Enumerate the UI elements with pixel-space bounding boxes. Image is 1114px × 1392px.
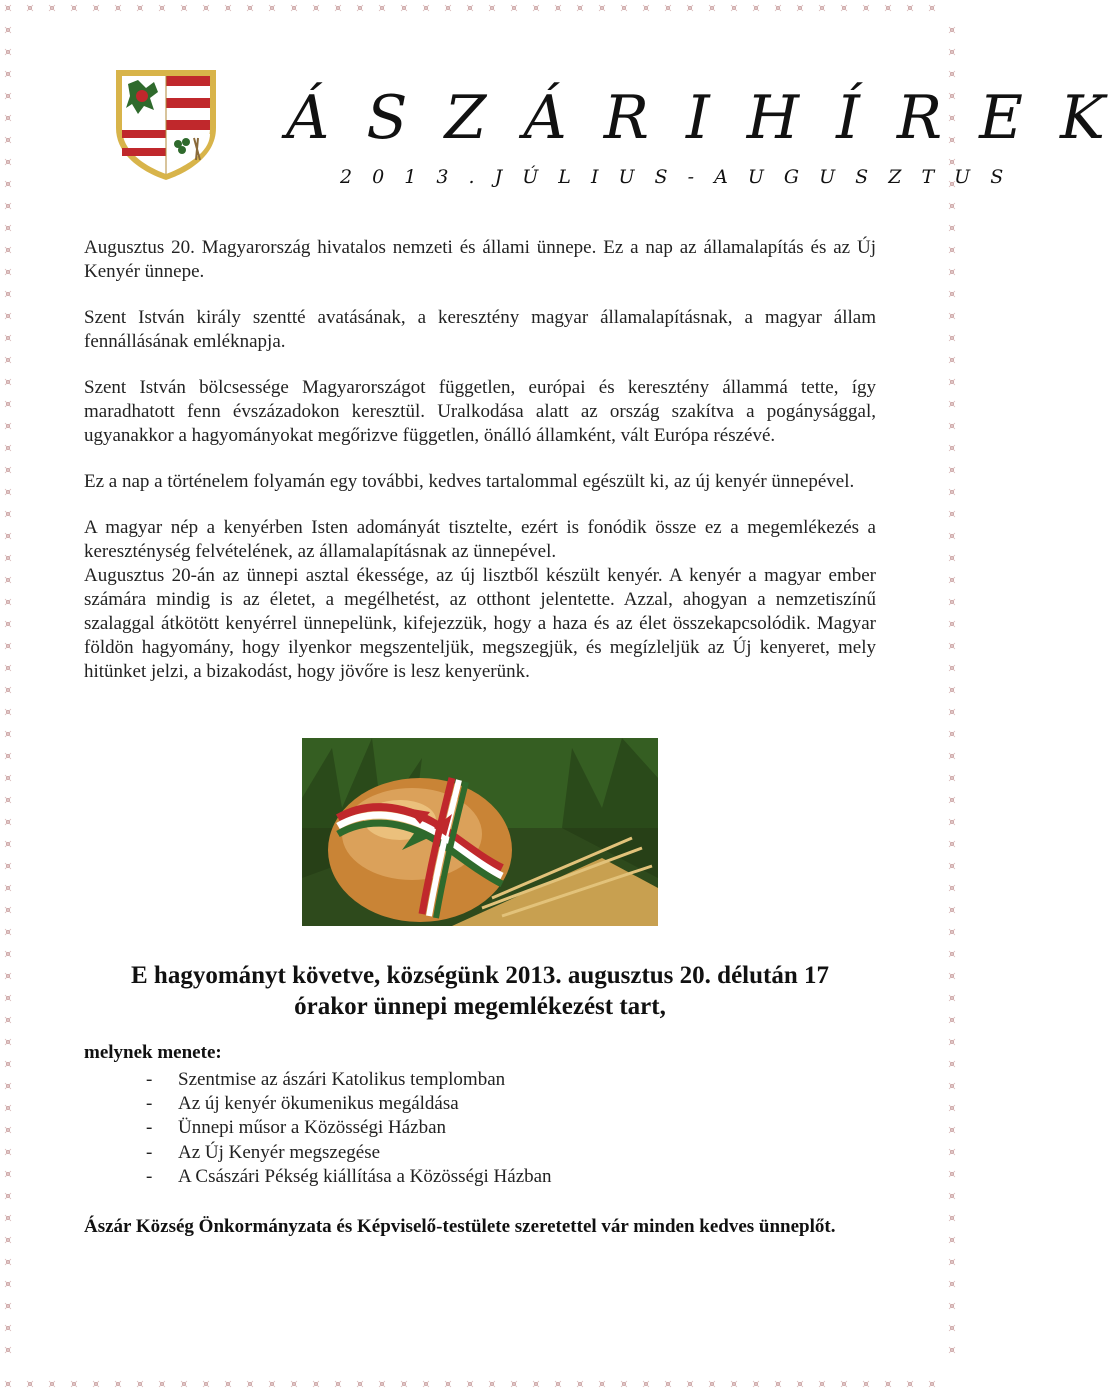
paragraph: A magyar nép a kenyérben Isten adományát tisztelte, ezért is fonódik össze ez a megemlékezés a kereszténység felvételének, az államalapításnak az ünnepével. (84, 517, 876, 562)
list-item (146, 1068, 552, 1092)
list-item (146, 1092, 552, 1116)
paragraph: Szent István király szentté avatásának, a keresztény magyar államalapításnak, a magyar állam fennállásának emléknapja. (84, 307, 876, 352)
list-dash: - (146, 1117, 153, 1139)
newsletter-title: Á S Z Á R I H Í R E K (286, 83, 1114, 153)
closing-invitation: Ászár Község Önkormányzata és Képviselő-testülete szeretettel vár minden kedves ünneplőt. (84, 1216, 836, 1237)
paragraph: Ez a nap a történelem folyamán egy további, kedves tartalommal egészült ki, az új kenyér ünnepével. (84, 471, 855, 492)
list-item (146, 1141, 552, 1165)
list-item (146, 1165, 552, 1189)
coat-of-arms-icon (114, 68, 218, 182)
paragraph: Augusztus 20-án az ünnepi asztal ékessége, az új lisztből készült kenyér. A kenyér a magyar ember számára mindig is az életet, a megélhetést, az otthont jelentette. Azzal, ahogyan a nemzetiszínű szalaggal átkötött kenyérrel ünnepelünk, kifejezzük, hogy a haza és az élet összekapcsolódik. Magyar földön hagyomány, hogy ilyenkor megszenteljük, megszegjük, és megízleljük az Új kenyeret, mely hitünket jelzi, a bizakodást, hogy jövőre is lesz kenyerünk. (84, 565, 876, 682)
list-dash: - (146, 1069, 153, 1090)
list-item-text: Szentmise az ászári Katolikus templomban (178, 1069, 506, 1090)
program-label: melynek menete: (84, 1042, 222, 1063)
list-item-text: Az Új Kenyér megszegése (178, 1141, 381, 1163)
list-dash: - (146, 1141, 153, 1163)
list-item (146, 1116, 552, 1140)
article-body (84, 236, 876, 684)
headline-line: E hagyományt követve, községünk 2013. augusztus 20. délután 17 (130, 962, 829, 989)
issue-date: 2 0 1 3 . J Ú L I U S - A U G U S Z T U S (340, 166, 1011, 188)
paragraph: Szent István bölcsessége Magyarországot független, európai és keresztény állammá tette, így maradhatott fenn évszázadokon keresztül. Uralkodása alatt az ország szakítva a pogánysággal, ugyanakkor a hagyományokat megőrizve független, önálló államként, vált Európa részévé. (84, 377, 876, 446)
list-item-text: Ünnepi műsor a Közösségi Házban (178, 1117, 447, 1139)
headline-line: órakor ünnepi megemlékezést tart, (294, 993, 666, 1020)
program-list (146, 1068, 552, 1189)
list-item-text: Az új kenyér ökumenikus megáldása (178, 1093, 459, 1115)
event-headline (84, 960, 876, 1022)
bread-with-tricolor-ribbon-icon (302, 738, 658, 926)
list-item-text: A Császári Pékség kiállítása a Közösségi Házban (178, 1165, 552, 1187)
list-dash: - (146, 1165, 153, 1187)
list-dash: - (146, 1093, 153, 1115)
paragraph: Augusztus 20. Magyarország hivatalos nemzeti és állami ünnepe. Ez a nap az államalapítás és az Új Kenyér ünnepe. (84, 237, 876, 282)
